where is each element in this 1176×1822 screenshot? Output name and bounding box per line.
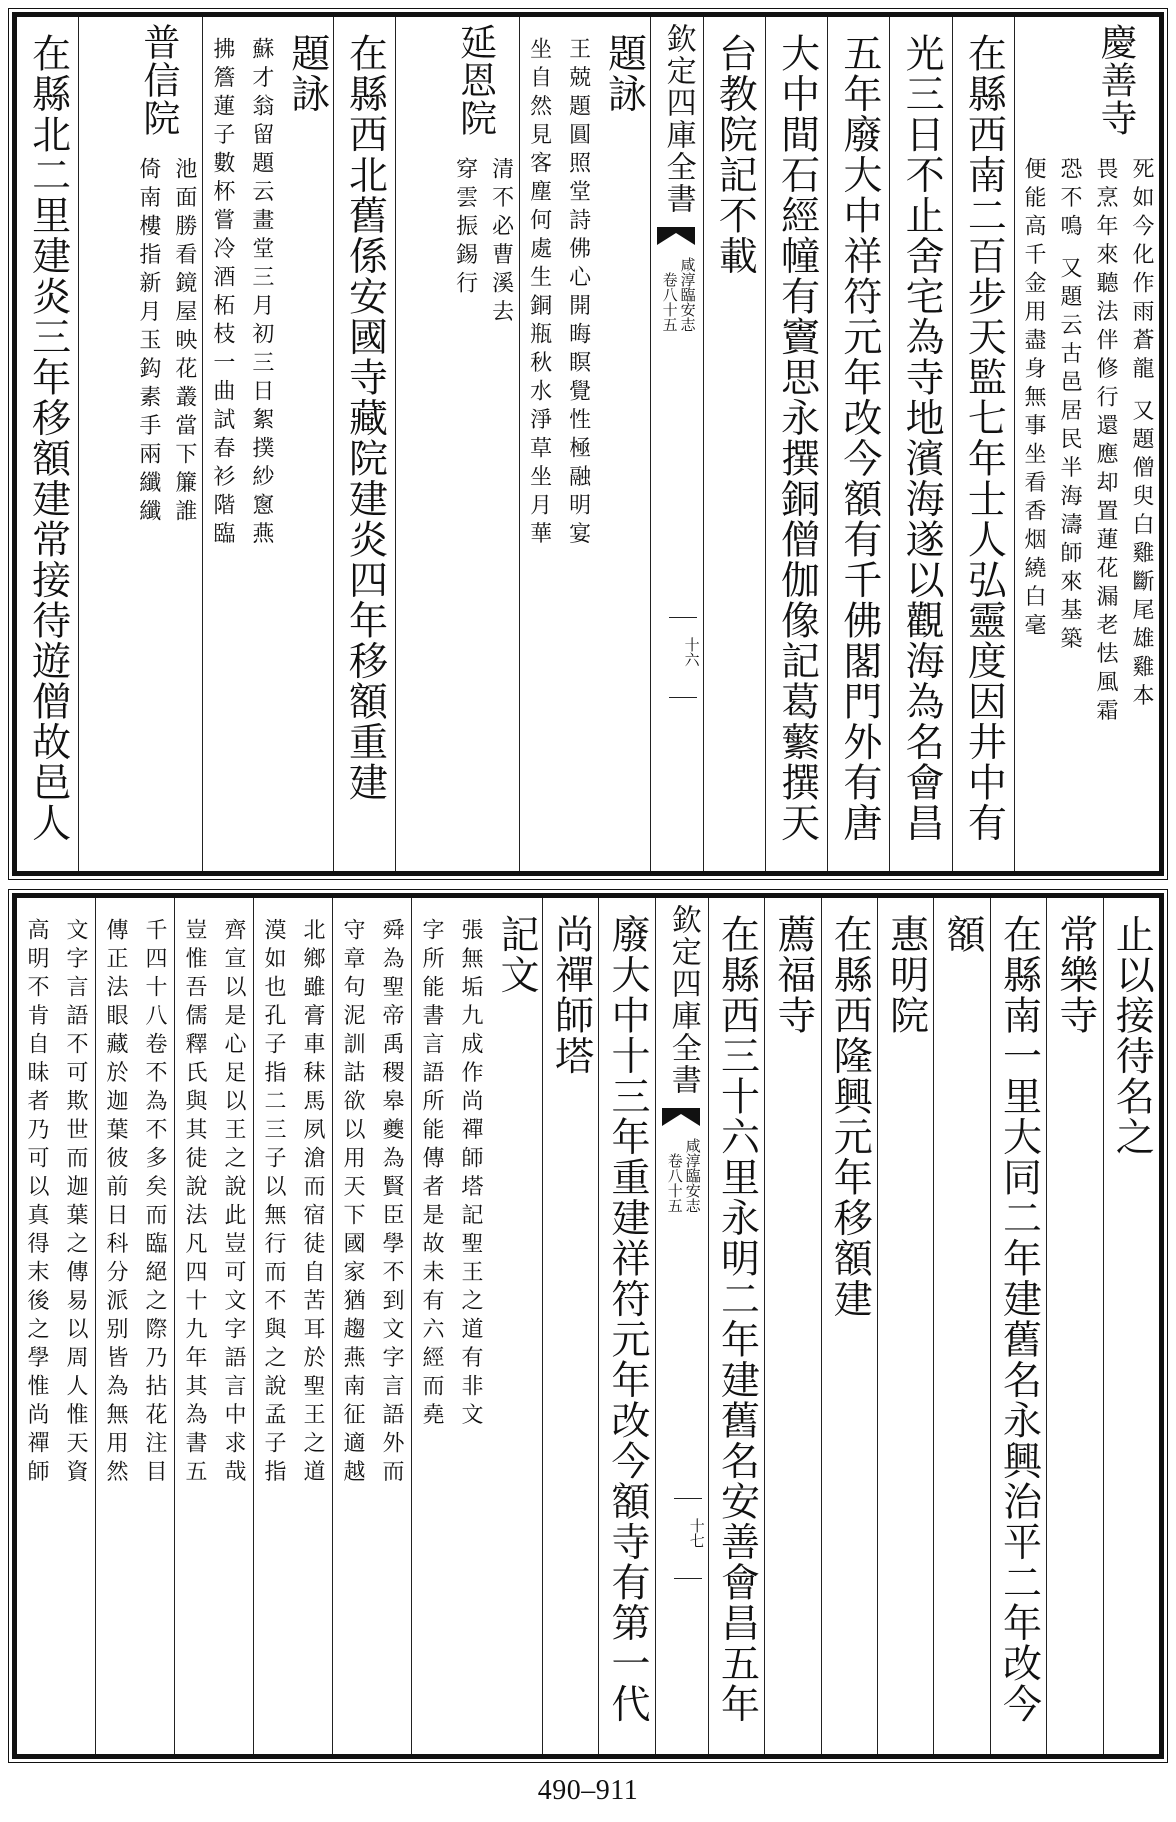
text-column xyxy=(332,898,411,1754)
fold-rule xyxy=(669,617,697,618)
main-text: 光三日不止舍宅為寺地濱海遂以觀海為名會昌 xyxy=(899,33,945,843)
annotation-line: 漠如也孔子指二三子以無行而不與之說孟子指 xyxy=(260,918,286,1488)
text-column xyxy=(598,898,654,1754)
annotation-line: 清不必曹溪去 xyxy=(488,157,514,328)
main-text: 在縣西三十六里永明二年建舊名安善會昌五年 xyxy=(714,914,760,1724)
entry-heading: 延恩院 xyxy=(453,23,497,137)
annotation-block xyxy=(79,157,202,861)
annotation-line: 北鄉雖膏車秣馬夙滄而宿徒自苦耳於聖王之道 xyxy=(299,918,325,1488)
text-column xyxy=(542,898,598,1754)
chapter-source: 咸淳臨安志 xyxy=(683,1138,702,1213)
text-column xyxy=(1014,17,1159,871)
upper-page-columns xyxy=(17,17,1159,871)
text-column xyxy=(333,17,395,871)
annotation-line: 傳正法眼藏於迦葉彼前日科分派别皆為無用然 xyxy=(102,918,128,1488)
annotation-line: 穿雲振錫行 xyxy=(452,157,478,300)
fish-tail-mark xyxy=(657,227,695,245)
section-label: 題詠 xyxy=(601,33,647,114)
chapter-volume: 卷八十五 xyxy=(660,272,679,332)
text-column xyxy=(703,17,765,871)
main-text: 惠明院 xyxy=(883,914,929,1036)
text-column xyxy=(95,898,174,1754)
annotation-line: 齊宣以是心足以王之說此豈可文字語言中求哉 xyxy=(220,918,246,1488)
annotation-line: 倚南樓指新月玉鈎素手兩纖纖 xyxy=(135,157,161,528)
text-column xyxy=(990,898,1046,1754)
main-text: 台教院記不載 xyxy=(712,33,758,276)
annotation-line: 守章句泥訓詁欲以用天下國家猶趨燕南征適越 xyxy=(339,918,365,1488)
book-title: 欽定四庫全書 xyxy=(660,23,696,215)
main-text: 在縣西南二百步天監七年士人弘靈度因井中有 xyxy=(961,33,1007,843)
text-column xyxy=(1103,898,1159,1754)
annotation-line: 恐不鳴 又題云古邑居民半海濤師來基築 xyxy=(1057,157,1082,655)
annotation-line: 蘇才翁留題云畫堂三月初三日絮撲紗窻燕 xyxy=(248,37,274,550)
annotation-line: 字所能書言語所能傳者是故未有六經而堯 xyxy=(418,918,444,1431)
annotation-line: 豈惟吾儒釋氏與其徒說法凡四十九年其為書五 xyxy=(181,918,207,1488)
text-column xyxy=(202,17,333,871)
fold-rule xyxy=(674,1498,702,1499)
text-column xyxy=(765,17,827,871)
leaf-number: 十七 xyxy=(687,1518,706,1548)
annotation-line: 便能高千金用盡身無事坐看香烟繞白毫 xyxy=(1021,157,1046,642)
text-column xyxy=(1046,898,1102,1754)
main-text: 薦福寺 xyxy=(770,914,816,1036)
text-column xyxy=(889,17,951,871)
text-column xyxy=(764,898,820,1754)
annotation-line: 高明不肯自昧者乃可以真得末後之學惟尚禪師 xyxy=(23,918,49,1488)
annotation-line: 王兢題圓照堂詩佛心開晦瞑覺性極融明宴 xyxy=(565,37,591,550)
upper-page xyxy=(12,12,1164,876)
text-column xyxy=(952,17,1014,871)
main-text: 在縣南一里大同二年建舊名永興治平二年改今 xyxy=(996,914,1042,1724)
main-text: 尚禪師塔 xyxy=(548,914,594,1076)
annotation-line: 坐自然見客塵何處生銅瓶秋水淨草坐月華 xyxy=(526,37,552,550)
folio-number: 490–911 xyxy=(537,1775,639,1806)
chapter-volume: 卷八十五 xyxy=(665,1153,684,1213)
text-column xyxy=(411,898,542,1754)
center-fold-column xyxy=(655,898,708,1754)
annotation-line: 拂簷蓮子數杯嘗冷酒柘枝一曲試春衫階臨 xyxy=(209,37,235,550)
fish-tail-mark xyxy=(662,1108,700,1126)
text-column xyxy=(933,898,989,1754)
center-fold-column xyxy=(650,17,703,871)
text-column xyxy=(827,17,889,871)
chapter-source: 咸淳臨安志 xyxy=(678,257,697,332)
text-column xyxy=(253,898,332,1754)
annotation-line: 文字言語不可欺世而迦葉之傳易以周人惟天資 xyxy=(62,918,88,1488)
section-label: 記文 xyxy=(493,914,539,995)
text-column xyxy=(519,17,650,871)
lower-page xyxy=(12,893,1164,1759)
main-text: 常樂寺 xyxy=(1052,914,1098,1036)
book-title: 欽定四庫全書 xyxy=(665,904,701,1096)
text-column xyxy=(17,17,78,871)
annotation-line: 畏烹年來聽法伴修行還應却置蓮花漏老怯風霜 xyxy=(1093,157,1118,727)
main-text: 在縣西隆興元年移額建 xyxy=(827,914,873,1319)
annotation-line: 千四十八卷不為不多矣而臨絕之際乃拈花注目 xyxy=(141,918,167,1488)
main-text: 在縣北二里建炎三年移額建常接待遊僧故邑人 xyxy=(25,33,71,843)
text-column xyxy=(17,898,95,1754)
annotation-block xyxy=(396,157,519,861)
main-text: 額 xyxy=(940,914,986,955)
text-column xyxy=(877,898,933,1754)
annotation-line: 池面勝看鏡屋映花叢當下簾誰 xyxy=(171,157,197,528)
annotation-line: 舜為聖帝禹稷皋夔為賢臣學不到文字言語外而 xyxy=(378,918,404,1488)
leaf-number: 十六 xyxy=(682,637,701,667)
main-text: 廢大中十三年重建祥符元年改今額寺有第一代 xyxy=(605,914,651,1724)
entry-heading: 普信院 xyxy=(136,23,180,137)
text-column xyxy=(821,898,877,1754)
fold-rule xyxy=(674,1578,702,1579)
main-text: 在縣西北舊係安國寺藏院建炎四年移額重建 xyxy=(342,33,388,803)
section-label: 題詠 xyxy=(284,33,330,114)
main-text: 止以接待名之 xyxy=(1109,914,1155,1157)
text-column xyxy=(395,17,519,871)
main-text: 大中間石經幢有竇思永撰銅僧伽像記葛蘩撰天 xyxy=(774,33,820,843)
text-column xyxy=(708,898,764,1754)
entry-heading: 慶善寺 xyxy=(1094,23,1137,137)
annotation-line: 死如今化作雨蒼龍 又題僧臾白雞斷尾雄雞本 xyxy=(1129,157,1154,712)
text-column xyxy=(174,898,253,1754)
lower-page-columns xyxy=(17,898,1159,1754)
text-column xyxy=(78,17,202,871)
main-text: 五年廢大中祥符元年改今額有千佛閣門外有唐 xyxy=(836,33,882,843)
fold-rule xyxy=(669,697,697,698)
annotation-line: 張無垢九成作尚禪師塔記聖王之道有非文 xyxy=(457,918,483,1431)
annotation-block xyxy=(1015,157,1159,861)
